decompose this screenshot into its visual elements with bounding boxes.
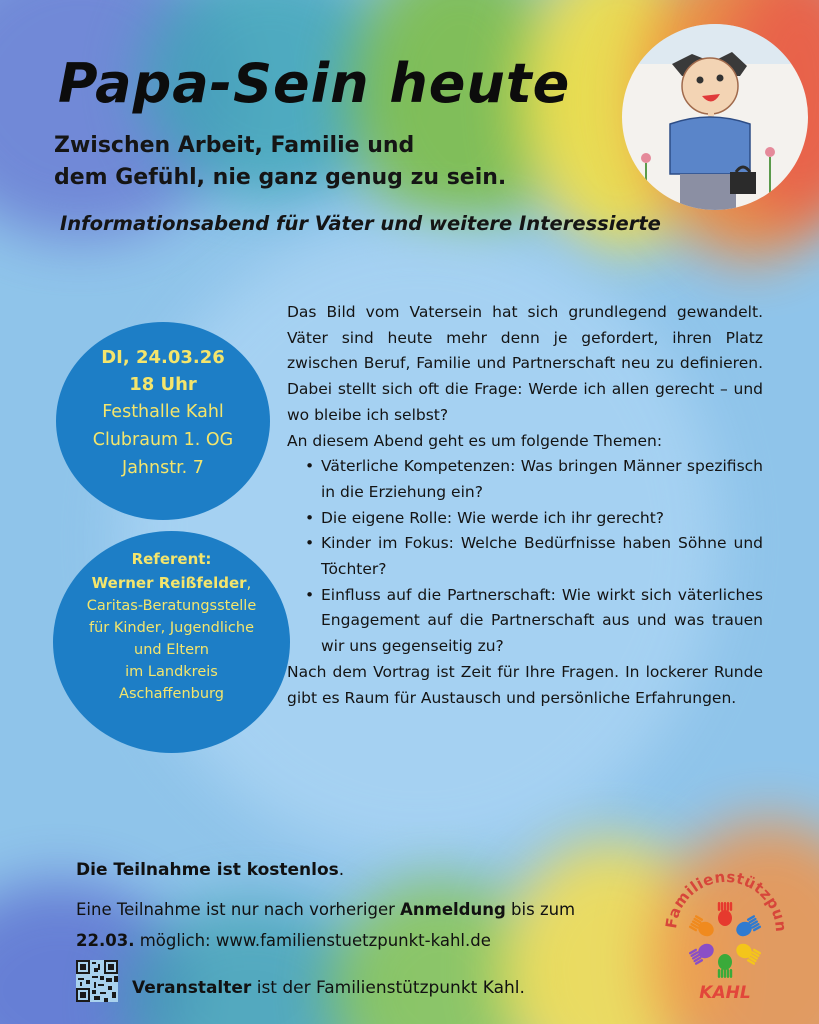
topic-item: • Einfluss auf die Partnerschaft: Wie wirkt sich väterliches Engagement auf die Partnerschaft aus und was trauen wir uns gegenseitig zu? — [321, 583, 763, 660]
free-admission-text: Die Teilnahme ist kostenlos — [76, 860, 339, 880]
speaker-org-line-1: Caritas-Beratungsstelle — [86, 598, 257, 614]
topic-item: • Kinder im Fokus: Welche Bedürfnisse haben Söhne und Töchter? — [321, 531, 763, 582]
topics-intro: An diesem Abend geht es um folgende Themen: — [287, 431, 663, 450]
speaker-name-line — [53, 571, 290, 595]
organizer-note — [132, 978, 525, 998]
child-drawing-illustration — [622, 24, 808, 210]
logo-name: KAHL — [699, 983, 751, 1003]
event-time: 18 Uhr — [129, 374, 197, 395]
registration-keyword: Anmeldung — [400, 900, 506, 919]
speaker-org-line-4: im Landkreis — [125, 664, 218, 680]
registration-text-c: bis zum — [505, 900, 576, 919]
hand-icon — [734, 941, 762, 965]
event-street: Jahnstr. 7 — [122, 458, 204, 478]
speaker-org-line-2: für Kinder, Jugendliche — [88, 620, 255, 636]
event-date: DI, 24.03.26 — [101, 347, 225, 368]
hand-icon — [734, 915, 762, 939]
body-text — [287, 300, 763, 711]
subtitle — [54, 130, 574, 194]
intro-paragraph: Das Bild vom Vatersein hat sich grundlegend gewandelt. Väter sind heute mehr denn je gefordert, ihren Platz zwischen Beruf, Familie und Partnerschaft neu zu definieren. Dabei stellt sich oft die Frage: Werde ich allen gerecht – und wo bleibe ich selbst? — [287, 303, 763, 424]
event-venue: Festhalle Kahl — [102, 402, 224, 422]
event-room: Clubraum 1. OG — [92, 430, 234, 450]
familienstuetzpunkt-logo — [660, 858, 790, 1018]
subtitle-line-2: dem Gefühl, nie ganz genug zu sein. — [54, 165, 507, 190]
qr-code[interactable] — [76, 960, 118, 1002]
topic-item: • Die eigene Rolle: Wie werde ich ihr gerecht? — [321, 506, 763, 532]
registration-deadline: 22.03. — [76, 931, 135, 950]
hand-icon — [718, 954, 732, 978]
organizer-label: Veranstalter — [132, 978, 252, 998]
page-title: Papa-Sein heute — [58, 52, 571, 115]
free-admission-note — [76, 860, 344, 880]
registration-text-a: Eine Teilnahme ist nur nach vorheriger — [76, 900, 401, 919]
registration-note — [76, 894, 636, 956]
tagline: Informationsabend für Väter und weitere Interessierte — [60, 212, 661, 235]
speaker-name: Werner Reißfelder — [91, 574, 247, 592]
topics-list — [287, 454, 763, 660]
speaker-label: Referent: — [131, 550, 212, 568]
speaker-org-line-3: und Eltern — [134, 642, 209, 658]
free-admission-period: . — [338, 860, 345, 880]
logo-arc-text: Familienstützpun — [662, 867, 790, 933]
hand-icon — [718, 902, 732, 926]
event-details-circle — [56, 322, 270, 520]
registration-website: möglich: www.familienstuetzpunkt-kahl.de — [134, 931, 491, 950]
hand-icon — [688, 915, 716, 939]
speaker-org-line-5: Aschaffenburg — [119, 686, 224, 702]
topic-item: • Väterliche Kompetenzen: Was bringen Männer spezifisch in die Erziehung ein? — [321, 454, 763, 505]
organizer-text: ist der Familienstützpunkt Kahl. — [251, 978, 525, 998]
hands-icon — [688, 902, 761, 978]
speaker-name-suffix: , — [246, 574, 252, 592]
speaker-circle — [53, 531, 290, 753]
closing-paragraph: Nach dem Vortrag ist Zeit für Ihre Fragen. In lockerer Runde gibt es Raum für Austausch und persönliche Erfahrungen. — [287, 662, 763, 707]
hand-icon — [688, 941, 716, 965]
subtitle-line-1: Zwischen Arbeit, Familie und — [54, 133, 415, 158]
